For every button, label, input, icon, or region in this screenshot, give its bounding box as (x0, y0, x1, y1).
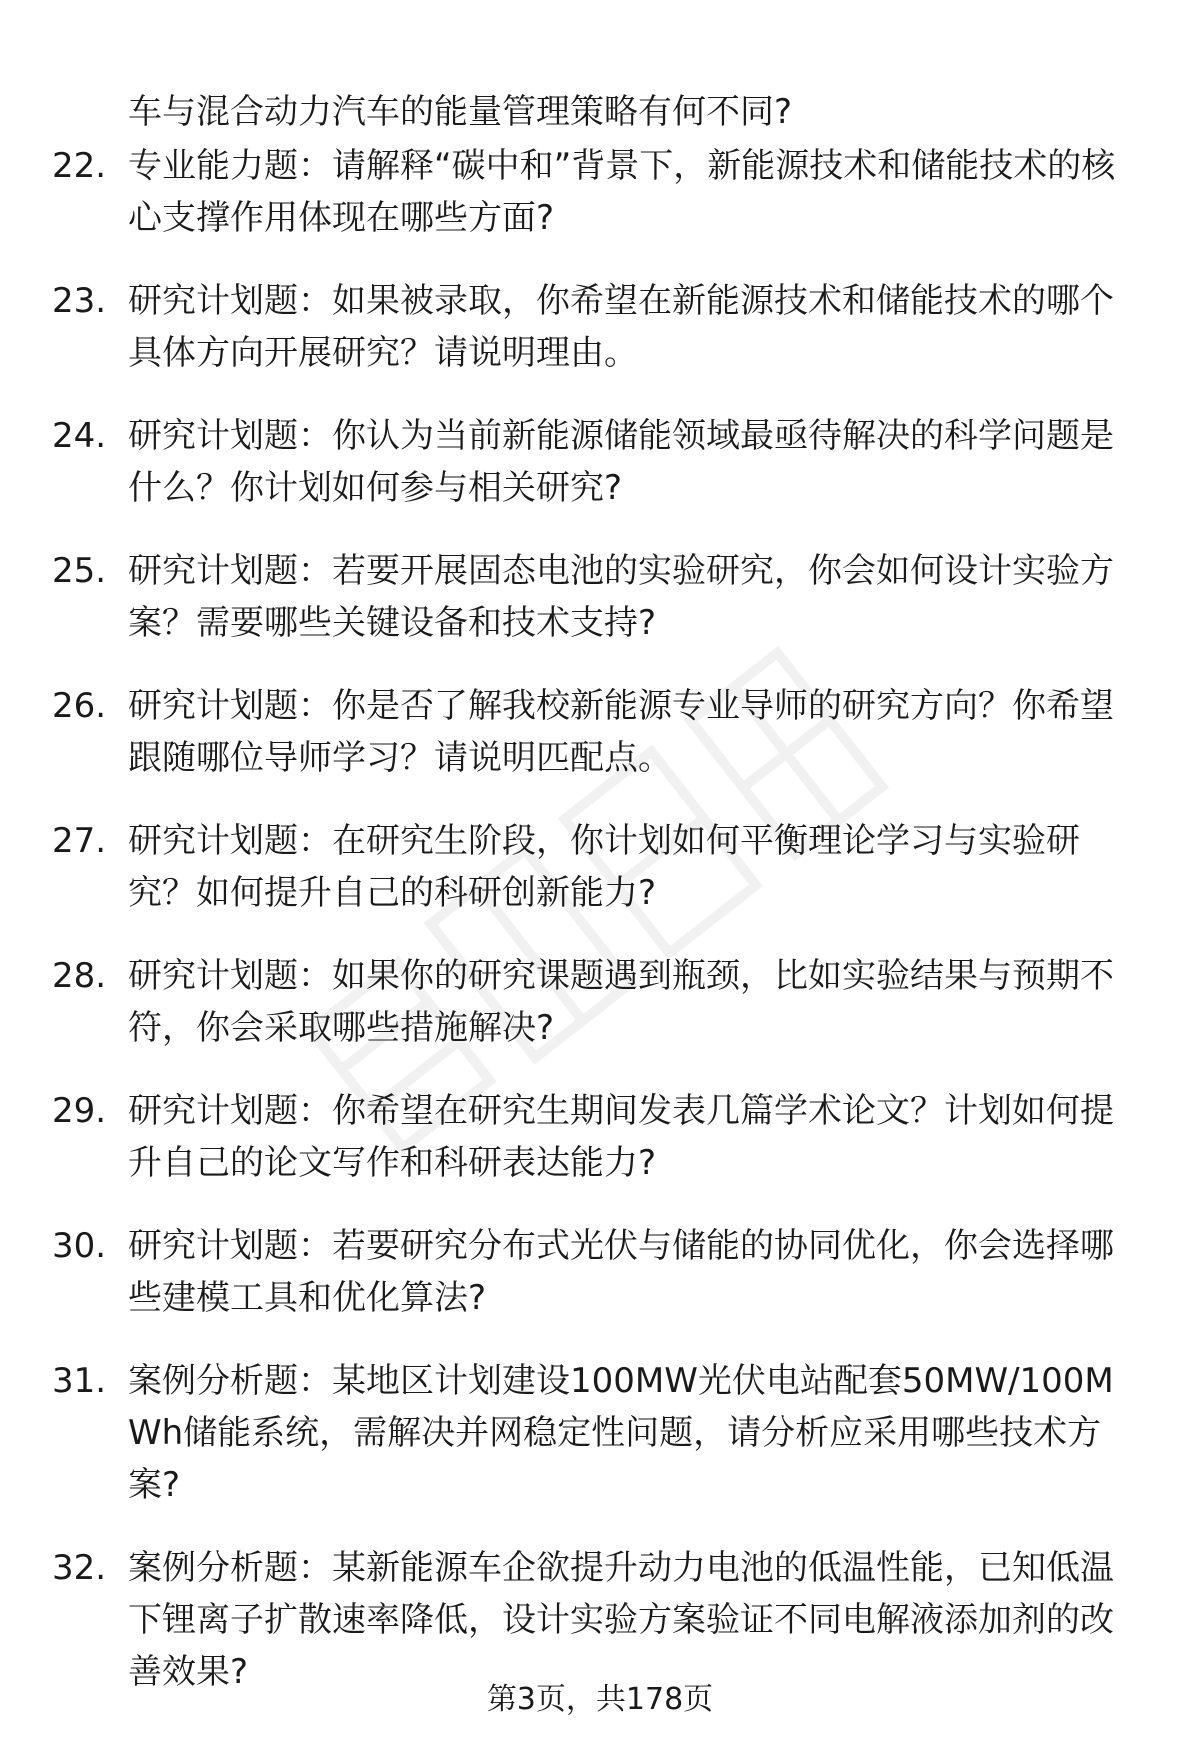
question-item (52, 680, 1152, 784)
question-number: 23. (52, 281, 107, 321)
question-item (52, 815, 1152, 919)
question-number: 27. (52, 821, 107, 861)
question-text: 研究计划题：如果你的研究课题遇到瓶颈，比如实验结果与预期不符，你会采取哪些措施解决? (128, 956, 1114, 1048)
question-item (52, 275, 1152, 379)
question-item (52, 410, 1152, 514)
question-text: 研究计划题：你希望在研究生期间发表几篇学术论文？计划如何提升自己的论文写作和科研表达能力? (128, 1091, 1114, 1183)
continued-question-text: 车与混合动力汽车的能量管理策略有何不同? (128, 92, 793, 132)
question-number: 22. (52, 146, 107, 186)
question-item (52, 1355, 1152, 1511)
question-number: 31. (52, 1361, 107, 1401)
question-number: 25. (52, 551, 107, 591)
question-item (52, 950, 1152, 1054)
question-item (52, 140, 1152, 244)
question-number: 32. (52, 1548, 107, 1588)
question-text: 研究计划题：你认为当前新能源储能领域最亟待解决的科学问题是什么？你计划如何参与相关研究? (128, 416, 1114, 508)
question-item (52, 1542, 1152, 1698)
question-list (52, 140, 1152, 1729)
question-text: 案例分析题：某新能源车企欲提升动力电池的低温性能，已知低温下锂离子扩散速率降低，设计实验方案验证不同电解液添加剂的改善效果? (128, 1548, 1114, 1692)
page-footer: 第3页，共178页 (486, 1682, 714, 1717)
question-text: 研究计划题：若要研究分布式光伏与储能的协同优化，你会选择哪些建模工具和优化算法? (128, 1226, 1114, 1318)
question-text: 研究计划题：在研究生阶段，你计划如何平衡理论学习与实验研究？如何提升自己的科研创新能力? (128, 821, 1080, 913)
question-number: 29. (52, 1091, 107, 1131)
question-text: 专业能力题：请解释“碳中和”背景下，新能源技术和储能技术的核心支撑作用体现在哪些方面? (128, 146, 1116, 238)
question-number: 26. (52, 686, 107, 726)
question-number: 30. (52, 1226, 107, 1266)
question-item (52, 1220, 1152, 1324)
question-item (52, 545, 1152, 649)
question-text: 研究计划题：你是否了解我校新能源专业导师的研究方向？你希望跟随哪位导师学习？请说明匹配点。 (128, 686, 1114, 778)
question-number: 24. (52, 416, 107, 456)
question-item (52, 1085, 1152, 1189)
question-text: 研究计划题：若要开展固态电池的实验研究，你会如何设计实验方案？需要哪些关键设备和技术支持? (128, 551, 1114, 643)
question-text: 研究计划题：如果被录取，你希望在新能源技术和储能技术的哪个具体方向开展研究？请说明理由。 (128, 281, 1114, 373)
question-text: 案例分析题：某地区计划建设100MW光伏电站配套50MW/100MWh储能系统，需解决并网稳定性问题，请分析应采用哪些技术方案? (128, 1361, 1114, 1505)
question-number: 28. (52, 956, 107, 996)
